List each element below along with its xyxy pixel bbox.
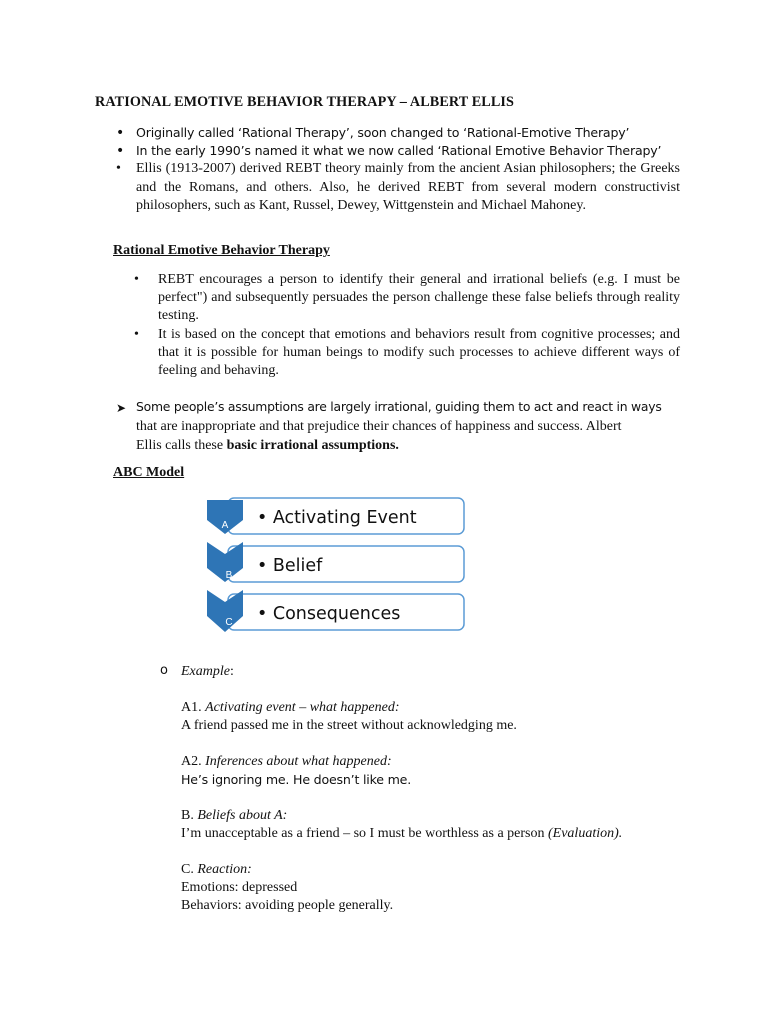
abc-model-diagram bbox=[200, 494, 470, 636]
assumption-line-1: Some people’s assumptions are largely irrational, guiding them to act and react in ways bbox=[136, 399, 662, 414]
example-label: Example bbox=[181, 664, 230, 679]
rebt-bullet-list bbox=[134, 271, 680, 380]
abc-row-b bbox=[207, 542, 464, 582]
c-title: Reaction: bbox=[197, 862, 252, 877]
c-line-1: Emotions: depressed bbox=[181, 880, 298, 895]
abc-letter: A bbox=[221, 520, 229, 531]
a1-prefix: A1. bbox=[181, 700, 206, 715]
rebt-heading: Rational Emotive Behavior Therapy bbox=[113, 243, 330, 258]
a2-prefix: A2. bbox=[181, 754, 206, 769]
assumption-paragraph bbox=[116, 397, 686, 455]
b-text: I’m unacceptable as a friend – so I must be worthless as a person bbox=[181, 826, 548, 841]
abc-letter: B bbox=[225, 570, 233, 581]
list-item: • REBT encourages a person to identify their general and irrational beliefs (e.g. I must be perfect") and subsequently persuades the person challenge these false beliefs through reality testing. bbox=[134, 271, 680, 326]
abc-row-a bbox=[207, 498, 464, 534]
assumption-emphasis: basic irrational assumptions. bbox=[226, 438, 399, 453]
page-title: RATIONAL EMOTIVE BEHAVIOR THERAPY – ALBERT ELLIS bbox=[95, 94, 514, 110]
abc-heading: ABC Model bbox=[113, 465, 185, 480]
list-item: • In the early 1990’s named it what we now called ‘Rational Emotive Behavior Therapy’ bbox=[116, 142, 680, 160]
c-line-2: Behaviors: avoiding people generally. bbox=[181, 898, 394, 913]
circle-bullet-icon: o bbox=[160, 663, 168, 678]
example-a2 bbox=[181, 753, 411, 790]
a2-text: He’s ignoring me. He doesn’t like me. bbox=[181, 772, 412, 787]
list-item: • Ellis (1913-2007) derived REBT theory mainly from the ancient Asian philosophers; the Greeks and the Romans, and others. Also, he derived REBT from several modern constructivist philosophers, such as Kant, Russel, Dewey, Wittgenstein and Michael Mahoney. bbox=[116, 160, 680, 215]
a1-text: A friend passed me in the street without acknowledging me. bbox=[181, 718, 517, 733]
abc-label: • Belief bbox=[257, 556, 323, 576]
intro-bullet-list bbox=[116, 124, 680, 215]
list-item: • It is based on the concept that emotions and behaviors result from cognitive processes; and that it is possible for human beings to modify such processes to achieve different ways of feeling and behaving. bbox=[134, 326, 680, 381]
abc-label: • Activating Event bbox=[257, 508, 417, 528]
c-prefix: C. bbox=[181, 862, 198, 877]
abc-row-c bbox=[207, 590, 464, 632]
a1-title: Activating event – what happened: bbox=[205, 700, 400, 715]
a2-title: Inferences about what happened: bbox=[205, 754, 392, 769]
b-title: Beliefs about A: bbox=[197, 808, 288, 823]
arrow-bullet-icon: ➤ bbox=[116, 401, 127, 415]
example-b bbox=[181, 807, 622, 843]
abc-letter: C bbox=[225, 617, 233, 628]
example-colon: : bbox=[229, 664, 234, 679]
example-a1 bbox=[181, 699, 517, 735]
abc-label: • Consequences bbox=[257, 604, 401, 624]
example-c bbox=[181, 861, 393, 915]
b-prefix: B. bbox=[181, 808, 198, 823]
b-evaluation: (Evaluation). bbox=[548, 826, 623, 841]
list-item: • Originally called ‘Rational Therapy’, soon changed to ‘Rational-Emotive Therapy’ bbox=[116, 124, 680, 142]
assumption-line-3: Ellis calls these bbox=[136, 438, 227, 453]
assumption-line-2: that are inappropriate and that prejudice their chances of happiness and success. Albert bbox=[136, 419, 622, 434]
